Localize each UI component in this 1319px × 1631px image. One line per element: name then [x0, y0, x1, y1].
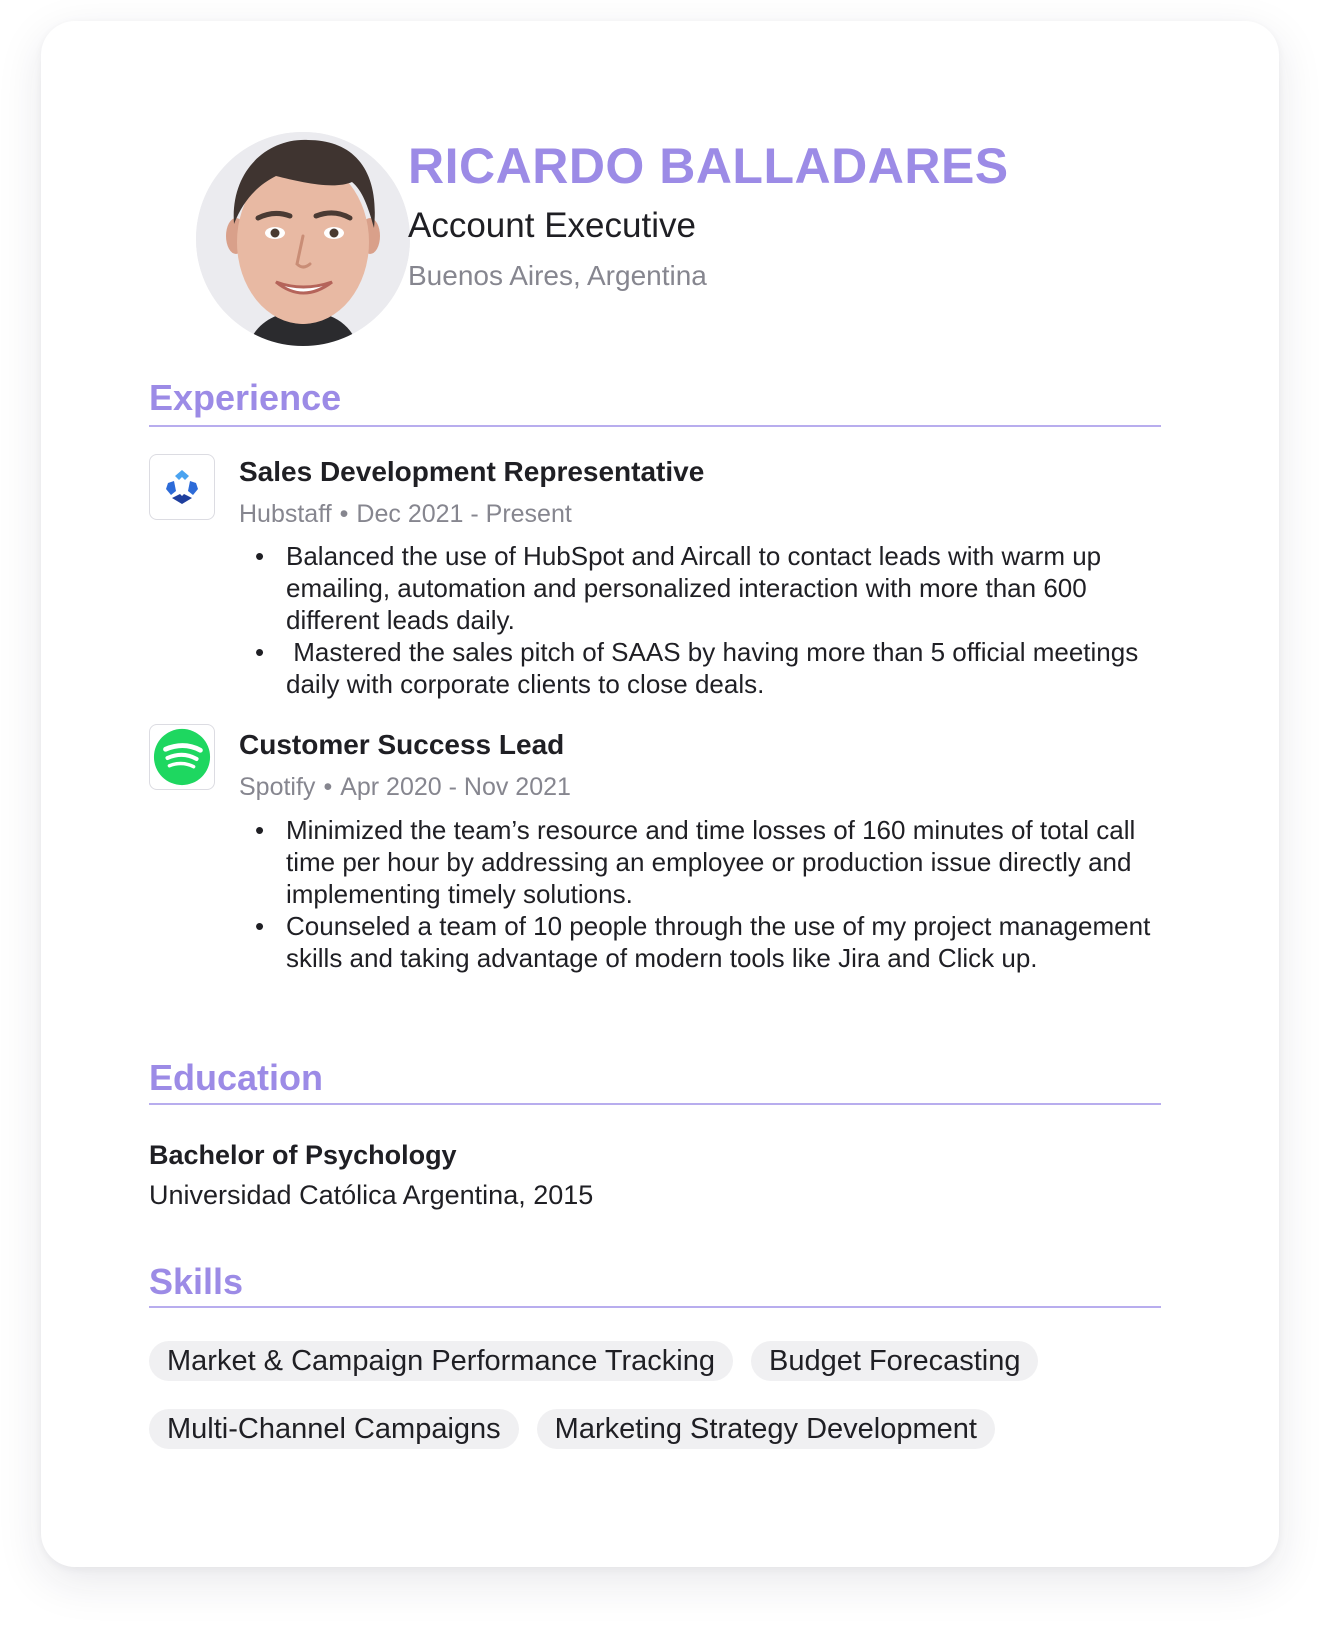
job-dates: Apr 2020 - Nov 2021: [340, 773, 571, 801]
skills-list: [149, 1341, 1169, 1449]
company-name: Hubstaff: [239, 500, 332, 528]
spotify-logo-icon: [152, 726, 212, 788]
list-item: • Counseled a team of 10 people through the use of my project management skills and taking advantage of modern tools like Jira and Click up.: [255, 910, 1155, 974]
skill-chip: Multi-Channel Campaigns: [149, 1409, 519, 1449]
education-divider: [149, 1103, 1161, 1105]
job-bullets-2: [255, 814, 1158, 974]
profile-photo: [196, 132, 410, 346]
job-bullets-1: [255, 540, 1155, 700]
job-title-1: Sales Development Representative: [239, 456, 705, 487]
location: Buenos Aires, Argentina: [408, 260, 707, 291]
meta-separator: •: [339, 500, 349, 528]
hubstaff-logo-icon: [162, 467, 202, 507]
meta-separator: •: [323, 773, 333, 801]
skill-chip: Budget Forecasting: [751, 1341, 1038, 1381]
skill-chip: Marketing Strategy Development: [537, 1409, 995, 1449]
school-name: Universidad Católica Argentina, 2015: [149, 1180, 594, 1210]
experience-divider: [149, 425, 1161, 427]
spotify-logo: [149, 724, 215, 790]
degree-title: Bachelor of Psychology: [149, 1140, 457, 1170]
job-role: Account Executive: [408, 206, 696, 245]
education-heading: Education: [149, 1057, 324, 1098]
avatar: [196, 132, 410, 346]
job-meta-1: [239, 498, 572, 530]
list-item: • Minimized the team’s resource and time losses of 160 minutes of total call time per hour by addressing an employee or production issue directly and implementing timely solutions.: [255, 814, 1155, 910]
list-item: • Balanced the use of HubSpot and Aircall to contact leads with warm up emailing, automation and personalized interaction with more than 600 different leads daily.: [255, 540, 1155, 636]
job-meta-2: [239, 771, 571, 803]
skill-chip: Market & Campaign Performance Tracking: [149, 1341, 733, 1381]
company-name: Spotify: [239, 773, 316, 801]
skills-heading: Skills: [149, 1261, 244, 1302]
skills-divider: [149, 1306, 1161, 1308]
resume-card: [41, 21, 1279, 1567]
candidate-name: RICARDO BALLADARES: [408, 138, 1009, 194]
experience-heading: Experience: [149, 377, 342, 418]
hubstaff-logo: [149, 454, 215, 520]
job-title-2: Customer Success Lead: [239, 729, 565, 760]
job-dates: Dec 2021 - Present: [356, 500, 572, 528]
list-item: • Mastered the sales pitch of SAAS by having more than 5 official meetings daily with corporate clients to close deals.: [255, 636, 1155, 700]
